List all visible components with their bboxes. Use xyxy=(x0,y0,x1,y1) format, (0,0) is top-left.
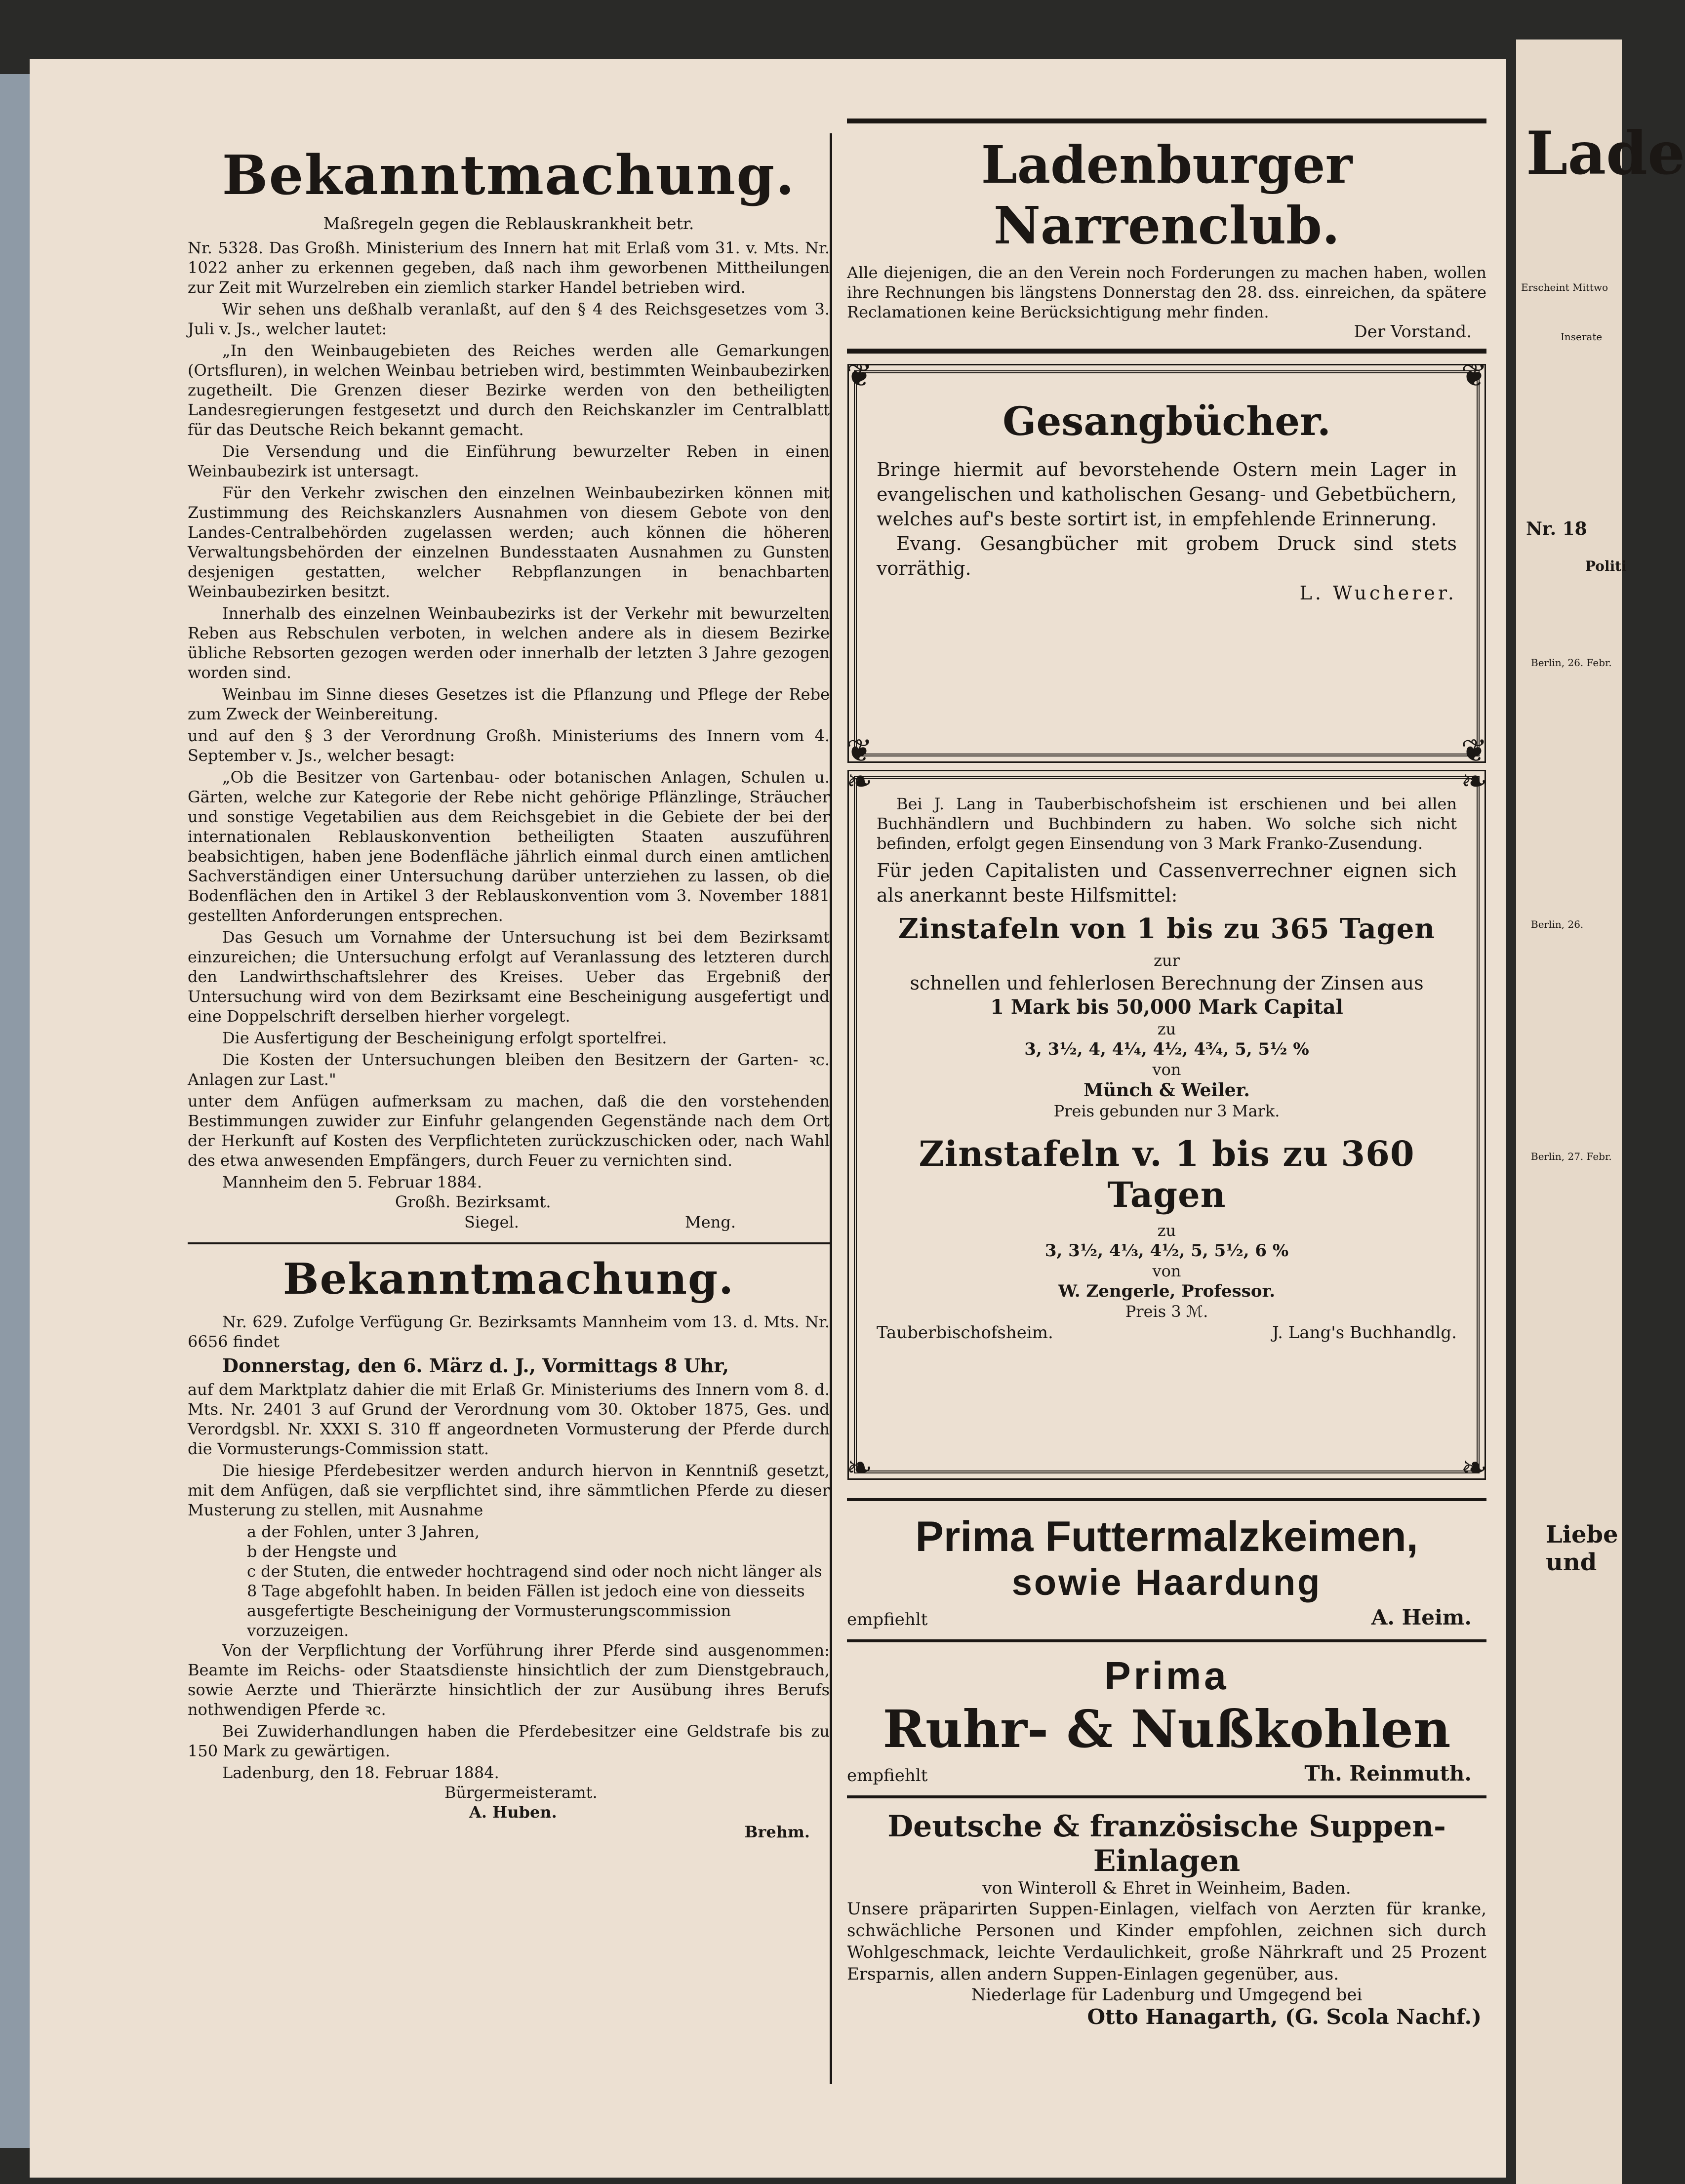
footer-publisher: J. Lang's Buchhandlg. xyxy=(1272,1323,1457,1343)
connector-text: zu xyxy=(1157,1020,1176,1038)
notice-subtitle: Maßregeln gegen die Reblauskrankheit betr. xyxy=(323,214,694,233)
paragraph: Für den Verkehr zwischen den einzelnen Weinbaubezirken können mit Zustimmung des Reichskanzlers Ausnahmen von diesem Gebote von den Landes-Centralbehörden zugelassen werden; auch können die höheren Verwaltungsbehörden der einzelnen Bundesstaaten Ausnahmen zu Gunsten desjenigen gestatten, welcher Rebpflanzungen in benachbarten Weinbaubezirken besitzt. xyxy=(188,483,830,601)
signature-right: Brehm. xyxy=(744,1823,810,1841)
ad-advertiser: Th. Reinmuth. xyxy=(1304,1761,1472,1786)
ornament-icon: ❦ xyxy=(846,357,873,394)
signature-left: A. Huben. xyxy=(469,1803,557,1822)
ad-label: empfiehlt xyxy=(847,1766,928,1786)
ad-headline: Deutsche & französische Suppen-Einlagen xyxy=(887,1809,1446,1878)
paragraph: Innerhalb des einzelnen Weinbaubezirks ist der Verkehr mit bewurzelten Reben aus Rebschulen verboten, in welchen andere als in diesem Bezirke übliche Rebsorten gezogen werden oder innerhalb der letzten 3 Jahre gezogen worden sind. xyxy=(188,604,830,682)
ad-dealer-intro: Niederlage für Ladenburg und Umgegend bei xyxy=(971,1985,1363,2005)
notice-reblaus xyxy=(188,143,830,1232)
ornament-icon: ❦ xyxy=(846,733,873,769)
ad-zinstafeln xyxy=(846,763,1487,1486)
ad-lead: Für jeden Capitalisten und Cassenverrechner eignen sich als anerkannt beste Hilfsmittel: xyxy=(877,860,1457,906)
ad-body: Unsere präparirten Suppen-Einlagen, vielfach von Aerzten für kranke, schwächliche Personen und Kinder empfohlen, zeichnen sich durch Wohlgeschmack, leichte Verdaulichkeit, große Nährkraft und 25 Prozent Ersparnis, allen andern Suppen-Einlagen gegenüber, aus. xyxy=(847,1899,1486,1984)
ad-headline: sowie Haardung xyxy=(1011,1562,1322,1603)
ad-label: empfiehlt xyxy=(847,1610,928,1629)
paragraph: Die Ausfertigung der Bescheinigung erfolgt sportelfrei. xyxy=(222,1029,667,1047)
footer-place: Tauberbischofsheim. xyxy=(877,1323,1053,1343)
ornament-icon: ❧ xyxy=(1461,763,1487,800)
ad-body: Evang. Gesangbücher mit grobem Druck sind stets vorräthig. xyxy=(877,533,1457,579)
issue-number: Nr. 18 xyxy=(1526,518,1587,539)
ad-narrenclub xyxy=(847,134,1486,342)
text-fragment: Inserate xyxy=(1561,331,1603,343)
paragraph: „In den Weinbaugebieten des Reiches werden alle Gemarkungen (Ortsfluren), in welchen Weinbau betrieben wird, bestimmten Weinbaubezirken zugetheilt. Die Grenzen dieser Bezirke werden von den betheiligten Landesregierungen festgesetzt und durch den Reichskanzler im Centralblatt für das Deutsche Reich bekannt gemacht. xyxy=(188,341,830,439)
ornament-icon: ❦ xyxy=(1461,357,1487,394)
ad-headline: Prima Futtermalzkeimen, xyxy=(915,1513,1418,1560)
book-authors: W. Zengerle, Professor. xyxy=(1058,1281,1276,1301)
book-authors: Münch & Weiler. xyxy=(1083,1080,1250,1101)
ad-gesangbuecher xyxy=(846,357,1487,769)
notice-title: Bekanntmachung. xyxy=(222,143,796,207)
ad-kohlen xyxy=(847,1653,1486,1786)
section-divider xyxy=(847,1795,1486,1798)
ad-title: Ladenburger Narrenclub. xyxy=(981,134,1353,256)
paragraph: Von der Verpflichtung der Vorführung ihrer Pferde sind ausgenommen: Beamte im Reichs- oder Staatsdienste hinsichtlich der zum Dienstgebrauch, sowie Aerzte und Thierärzte hinsichtlich der zur Ausübung ihres Berufs nothwendigen Pferde ꝛc. xyxy=(188,1641,830,1719)
left-column xyxy=(188,143,830,1842)
list-item: a der Fohlen, unter 3 Jahren, xyxy=(247,1522,480,1541)
headline-fragment: Liebe und xyxy=(1546,1521,1618,1576)
ad-body: Bringe hiermit auf bevorstehende Ostern mein Lager in evangelischen und katholischen Gesang- und Gebetbüchern, welches auf's beste sortirt ist, in empfehlende Erinnerung. xyxy=(877,459,1457,530)
ad-title: Gesangbücher. xyxy=(1003,398,1331,444)
ad-body: Alle diejenigen, die an den Verein noch Forderungen zu machen haben, wollen ihre Rechnungen bis längstens Donnerstag den 28. dss. einreichen, da spätere Reclamationen keine Berücksichtigung mehr finden. xyxy=(847,263,1486,321)
paragraph: Die Kosten der Untersuchungen bleiben den Besitzern der Garten- ꝛc. Anlagen zur Last." xyxy=(188,1050,830,1089)
list-item: c der Stuten, die entweder hochtragend sind oder noch nicht länger als 8 Tage abgefohlt haben. In beiden Fällen ist jedoch eine von diesseits ausgefertigte Bescheinigung der Vormusterungscommission vorzuzeigen. xyxy=(247,1562,822,1640)
page-binding xyxy=(0,74,31,2148)
book-title: Zinstafeln von 1 bis zu 365 Tagen xyxy=(898,913,1436,945)
connector-text: von xyxy=(1152,1262,1181,1280)
place-date: Ladenburg, den 18. Februar 1884. xyxy=(222,1763,499,1782)
ornament-icon: ❧ xyxy=(846,763,873,800)
notice-title: Bekanntmachung. xyxy=(282,1254,735,1304)
list-item: b der Hengste und xyxy=(247,1542,397,1561)
book-purpose: schnellen und fehlerlosen Berechnung der Zinsen aus xyxy=(910,972,1424,994)
text-fragment: Berlin, 26. xyxy=(1531,918,1584,930)
connector-text: von xyxy=(1152,1060,1181,1079)
ornament-icon: ❦ xyxy=(1461,733,1487,769)
office-name: Großh. Bezirksamt. xyxy=(395,1192,551,1211)
text-fragment: Berlin, 26. Febr. xyxy=(1531,657,1612,669)
top-rule xyxy=(847,119,1486,123)
paragraph: Die hiesige Pferdebesitzer werden andurch hiervon in Kenntniß gesetzt, mit dem Anfügen, daß sie verpflichtet sind, ihre sämmtlichen Pferde zu dieser Musterung zu stellen, mit Ausnahme xyxy=(188,1461,830,1519)
ad-maker: von Winteroll & Ehret in Weinheim, Baden. xyxy=(982,1878,1351,1898)
paragraph: Wir sehen uns deßhalb veranlaßt, auf den § 4 des Reichsgesetzes vom 3. Juli v. Js., welcher lautet: xyxy=(188,300,830,338)
signature-right: Meng. xyxy=(685,1213,736,1231)
ad-headline: Ruhr- & Nußkohlen xyxy=(883,1699,1451,1759)
paragraph: unter dem Anfügen aufmerksam zu machen, daß die den vorstehenden Bestimmungen zuwider zur Einfuhr gelangenden Gegenstände nach dem Ort der Herkunft auf Kosten des Verpflichteten zurückzuschicken oder, nach Wahl des etwa anwesenden Empfängers, durch Feuer zu vernichten sind. xyxy=(188,1092,830,1170)
masthead-fragment: Lade xyxy=(1526,119,1685,188)
connector-text: zur xyxy=(1154,951,1180,970)
ad-signature: L. Wucherer. xyxy=(1299,582,1457,604)
ad-futtermalzkeimen xyxy=(847,1512,1486,1629)
text-fragment: Erscheint Mittwo xyxy=(1521,281,1608,293)
signature-left: Siegel. xyxy=(464,1213,519,1231)
ornament-icon: ❧ xyxy=(846,1450,873,1486)
paragraph: Weinbau im Sinne dieses Gesetzes ist die Pflanzung und Pflege der Rebe zum Zweck der Weinbereitung. xyxy=(188,685,830,723)
book-price: Preis 3 ℳ. xyxy=(1125,1302,1208,1321)
paragraph: Nr. 629. Zufolge Verfügung Gr. Bezirksamts Mannheim vom 13. d. Mts. Nr. 6656 findet xyxy=(188,1312,830,1351)
connector-text: zu xyxy=(1157,1221,1176,1240)
ornament-icon: ❧ xyxy=(1461,1450,1487,1486)
paragraph: Das Gesuch um Vornahme der Untersuchung ist bei dem Bezirksamt einzureichen; die Untersuchung erfolgt auf Veranlassung des letzteren durch den Landwirthschaftslehrer des Kreises. Ueber das Ergebniß der Untersuchung wird von dem Bezirksamt eine Bescheinigung ausgefertigt und eine Doppelschrift derselben hierher vorgelegt. xyxy=(188,928,830,1026)
right-column xyxy=(847,119,1486,2029)
ad-intro: Bei J. Lang in Tauberbischofsheim ist erschienen und bei allen Buchhändlern und Buchbindern zu haben. Wo solche sich nicht befinden, erfolgt gegen Einsendung von 3 Mark Franko-Zusendung. xyxy=(877,794,1457,853)
paragraph: „Ob die Besitzer von Gartenbau- oder botanischen Anlagen, Schulen u. Gärten, welche zur Kategorie der Rebe nicht gehörige Pflänzlinge, Sträucher und sonstige Vegetabilien aus dem Reichsgebiet in die Gebiete der bei der internationalen Reblauskonvention betheiligten Staaten auszuführen beabsichtigen, haben jene Bodenfläche jährlich einmal durch einen amtlichen Sachverständigen einer Untersuchung darüber unterziehen zu lassen, ob die Bodenflächen den in Artikel 3 der Reblauskonvention vom 3. November 1881 gestellten Anforderungen entsprechen. xyxy=(188,768,830,925)
place-date: Mannheim den 5. Februar 1884. xyxy=(222,1173,482,1191)
paragraph: Bei Zuwiderhandlungen haben die Pferdebesitzer eine Geldstrafe bis zu 150 Mark zu gewärtigen. xyxy=(188,1722,830,1760)
ad-dealer: Otto Hanagarth, (G. Scola Nachf.) xyxy=(1087,2005,1482,2029)
book-price: Preis gebunden nur 3 Mark. xyxy=(1053,1102,1280,1120)
paragraph: Die Versendung und die Einführung bewurzelter Reben in einen Weinbaubezirk ist untersagt. xyxy=(188,442,830,480)
adjacent-page xyxy=(1516,40,1685,2184)
column-rule xyxy=(830,133,832,2084)
interest-rates: 3, 3½, 4⅓, 4½, 5, 5½, 6 % xyxy=(1044,1241,1289,1261)
paragraph: auf dem Marktplatz dahier die mit Erlaß Gr. Ministeriums des Innern vom 8. d. Mts. Nr. 2401 3 auf Grund der Verordnung vom 30. Oktober 1875, Ges. und Verordgsbl. Nr. XXXI S. 310 ff angeordneten Vormusterung der Pferde durch die Vormusterungs-Commission statt. xyxy=(188,1380,830,1458)
section-divider xyxy=(847,1498,1486,1501)
section-fragment: Politi xyxy=(1585,558,1627,574)
section-divider xyxy=(847,1639,1486,1642)
ad-suppen-einlagen xyxy=(847,1809,1486,2029)
section-divider xyxy=(847,349,1486,354)
paragraph: und auf den § 3 der Verordnung Großh. Ministeriums des Innern vom 4. September v. Js., welcher besagt: xyxy=(188,726,830,765)
book-title: Zinstafeln v. 1 bis zu 360 Tagen xyxy=(919,1133,1415,1215)
ad-footer xyxy=(877,1322,1457,1344)
paragraph: Nr. 5328. Das Großh. Ministerium des Innern hat mit Erlaß vom 31. v. Mts. Nr. 1022 anher zu erkennen gegeben, daß nach ihm geworbenen Mittheilungen zur Zeit mit Wurzelreben ein ziemlich starker Handel betrieben wird. xyxy=(188,238,830,297)
interest-rates: 3, 3½, 4, 4¼, 4½, 4¾, 5, 5½ % xyxy=(1024,1039,1309,1059)
ad-headline: Prima xyxy=(1104,1654,1229,1698)
section-divider xyxy=(188,1242,830,1244)
ad-signature: Der Vorstand. xyxy=(1354,322,1472,342)
ad-advertiser: A. Heim. xyxy=(1371,1605,1472,1629)
office-name: Bürgermeisteramt. xyxy=(444,1783,598,1802)
book-range: 1 Mark bis 50,000 Mark Capital xyxy=(990,995,1343,1019)
event-date: Donnerstag, den 6. März d. J., Vormittags 8 Uhr, xyxy=(222,1354,729,1377)
notice-vormusterung xyxy=(188,1254,830,1842)
text-fragment: Berlin, 27. Febr. xyxy=(1531,1151,1612,1162)
